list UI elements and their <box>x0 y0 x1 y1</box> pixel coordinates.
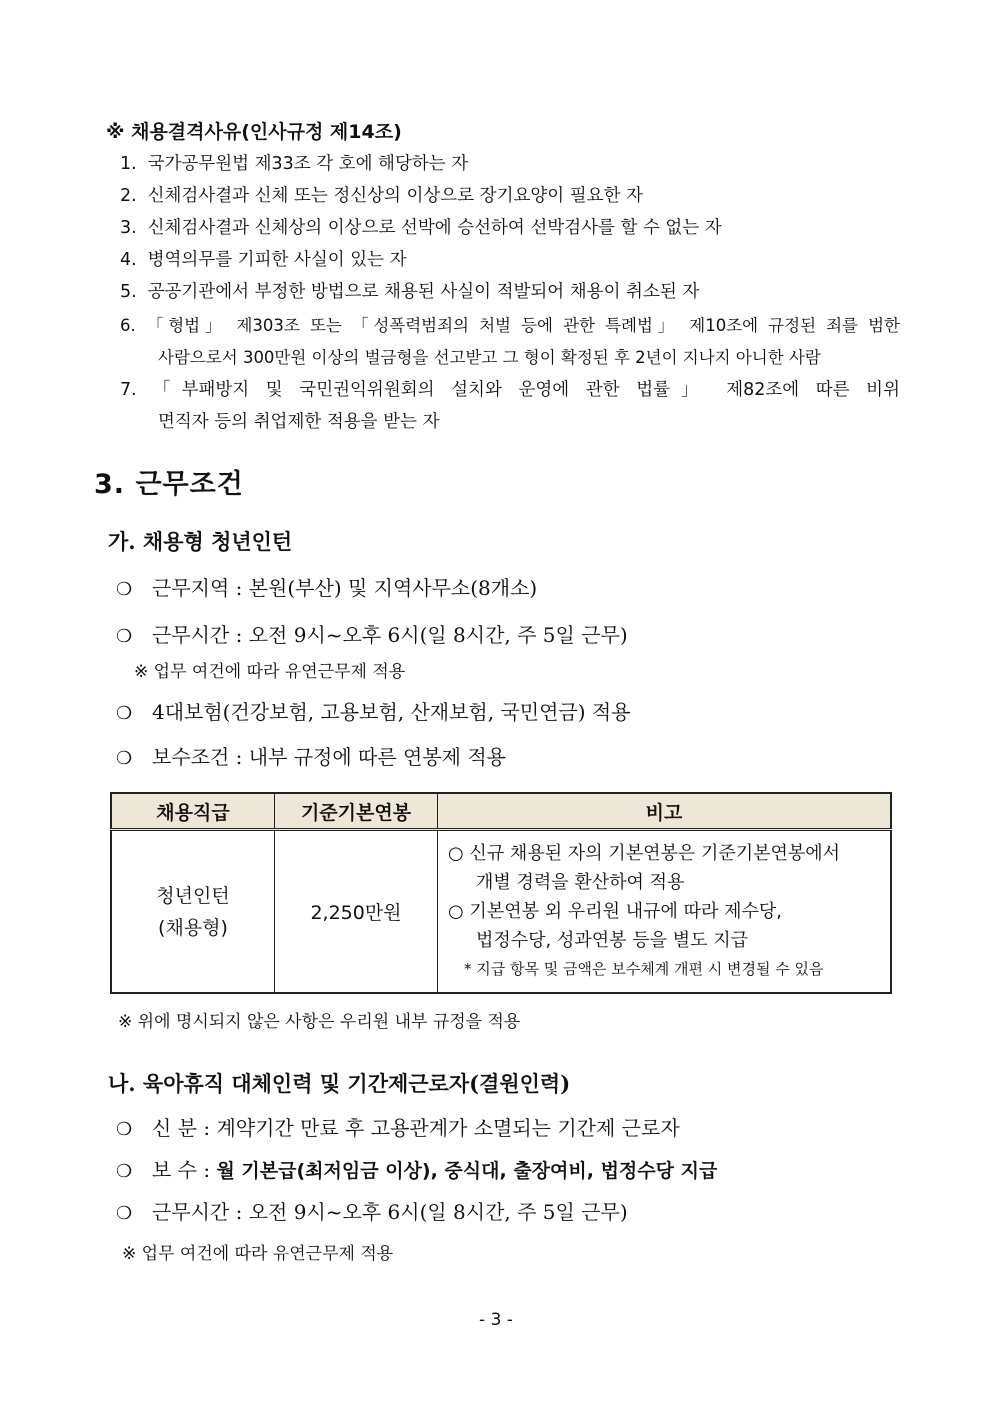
list-item: 2. 신체검사결과 신체 또는 정신상의 이상으로 장기요양이 필요한 자 <box>120 186 643 206</box>
temp-status: ❍ 신 분 : 계약기간 만료 후 고용관계가 소멸되는 기간제 근로자 <box>116 1116 680 1140</box>
list-item: 1. 국가공무원법 제33조 각 호에 해당하는 자 <box>120 154 469 174</box>
bullet-icon: ❍ <box>116 579 133 600</box>
bullet-icon: ❍ <box>116 1203 133 1224</box>
salary-table <box>110 792 892 994</box>
cell-remark: ○ 신규 채용된 자의 기본연봉은 기준기본연봉에서 개별 경력을 환산하여 적용 ○ 기본연봉 외 우리원 내규에 따라 제수당, 법정수당, 성과연봉 등을 별도 지급 * 지급 항목 및 금액은 보수체계 개편 시 변경될 수 있음 <box>438 830 892 994</box>
temp-hours: ❍ 근무시간 : 오전 9시~오후 6시(일 8시간, 주 5일 근무) <box>116 1200 628 1224</box>
subsection-title-intern: 가. 채용형 청년인턴 <box>108 529 293 554</box>
list-item: 3. 신체검사결과 신체상의 이상으로 선박에 승선하여 선박검사를 할 수 없는 자 <box>120 218 722 238</box>
cell-salary: 2,250만원 <box>275 830 438 994</box>
temp-pay: ❍ 보 수 : 월 기본급(최저임금 이상), 중식대, 출장여비, 법정수당 지급 <box>116 1158 718 1182</box>
section-title: 3. 근무조건 <box>94 469 244 500</box>
intern-hours: ❍ 근무시간 : 오전 9시~오후 6시(일 8시간, 주 5일 근무) <box>116 623 628 647</box>
column-header-salary: 기준기본연봉 <box>275 793 438 830</box>
page-number: - 3 - <box>479 1310 513 1330</box>
cell-grade: 청년인턴 (채용형) <box>111 830 275 994</box>
intern-hours-note: ※ 업무 여건에 따라 유연근무제 적용 <box>134 662 406 682</box>
temp-hours-note: ※ 업무 여건에 따라 유연근무제 적용 <box>122 1244 394 1264</box>
table-header-row <box>111 793 891 830</box>
disqualification-list <box>120 150 900 438</box>
bullet-icon: ❍ <box>116 703 133 724</box>
intern-location: ❍ 근무지역 : 본원(부산) 및 지역사무소(8개소) <box>116 576 538 600</box>
bullet-icon: ❍ <box>116 1119 133 1140</box>
disqualification-title: ※ 채용결격사유(인사규정 제14조) <box>106 121 402 143</box>
list-item: 7. 「부패방지 및 국민권익위원회의 설치와 운영에 관한 법률」 제82조에 따른 비위 면직자 등의 취업제한 적용을 받는 자 <box>120 380 900 432</box>
intern-insurance: ❍ 4대보험(건강보험, 고용보험, 산재보험, 국민연금) 적용 <box>116 700 631 724</box>
bullet-icon: ❍ <box>116 1161 133 1182</box>
table-note: ※ 위에 명시되지 않은 사항은 우리원 내부 규정을 적용 <box>118 1012 521 1032</box>
column-header-grade: 채용직급 <box>111 793 275 830</box>
subsection-title-temp: 나. 육아휴직 대체인력 및 기간제근로자(결원인력) <box>108 1071 571 1096</box>
table-row <box>111 830 891 994</box>
intern-pay: ❍ 보수조건 : 내부 규정에 따른 연봉제 적용 <box>116 745 507 769</box>
list-item: 4. 병역의무를 기피한 사실이 있는 자 <box>120 250 407 270</box>
list-item: 5. 공공기관에서 부정한 방법으로 채용된 사실이 적발되어 채용이 취소된 자 <box>120 282 700 302</box>
bullet-icon: ❍ <box>116 748 133 769</box>
list-item: 6. 「형법」 제303조 또는 「성폭력범죄의 처벌 등에 관한 특례법」 제10조에 규정된 죄를 범한 사람으로서 300만원 이상의 벌금형을 선고받고 그 형이 확정된 후 2년이 지나지 아니한 사람 <box>120 316 900 367</box>
bullet-icon: ❍ <box>116 626 133 647</box>
column-header-remark: 비고 <box>438 793 892 830</box>
